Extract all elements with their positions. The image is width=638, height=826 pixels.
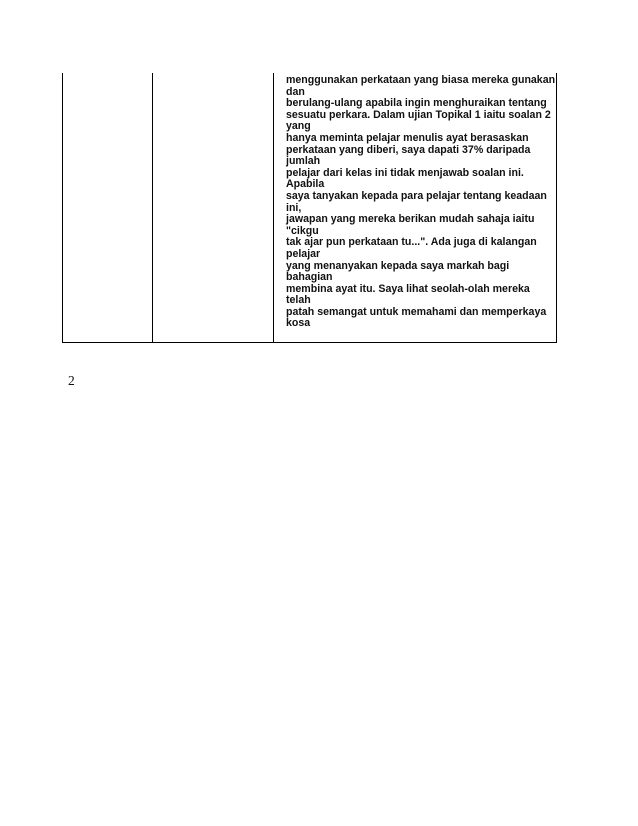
paragraph-line: "cikgu xyxy=(286,224,319,237)
page-number: 2 xyxy=(68,373,75,388)
table-column-divider xyxy=(152,73,153,342)
paragraph-line: jawapan yang mereka berikan mudah sahaja iaitu xyxy=(286,213,535,226)
paragraph-line: yang menanyakan kepada saya markah bagi xyxy=(286,259,510,272)
paragraph-line: menggunakan perkataan yang biasa mereka gunakan xyxy=(286,74,556,86)
paragraph-line: yang xyxy=(286,120,311,133)
paragraph-line: perkataan yang diberi, saya dapati 37% daripada xyxy=(286,143,531,156)
paragraph-line: jumlah xyxy=(286,155,321,168)
paragraph-line: saya tanyakan kepada para pelajar tentang keadaan xyxy=(286,189,547,202)
table-cell-paragraph xyxy=(286,75,554,330)
paragraph-line: patah semangat untuk memahami dan memperkaya xyxy=(286,305,547,318)
paragraph-line: tak ajar pun perkataan tu...". Ada juga di kalangan xyxy=(286,236,537,249)
paragraph-line: bahagian xyxy=(286,271,333,284)
paragraph-line: hanya meminta pelajar menulis ayat berasaskan xyxy=(286,131,529,144)
paragraph-line: Apabila xyxy=(286,178,325,191)
paragraph-line: berulang-ulang apabila ingin menghuraikan tentang xyxy=(286,97,547,110)
paragraph-line: pelajar xyxy=(286,247,321,260)
paragraph-line: telah xyxy=(286,294,311,307)
paragraph-line: sesuatu perkara. Dalam ujian Topikal 1 iaitu soalan 2 xyxy=(286,108,551,121)
paragraph-line: pelajar dari kelas ini tidak menjawab soalan ini. xyxy=(286,166,524,179)
table-column-divider xyxy=(273,73,274,342)
paragraph-line: dan xyxy=(286,85,305,98)
paragraph-line: kosa xyxy=(286,317,311,330)
document-table xyxy=(62,73,557,343)
paragraph-line: ini, xyxy=(286,201,302,214)
paragraph-line: membina ayat itu. Saya lihat seolah-olah mereka xyxy=(286,282,530,295)
